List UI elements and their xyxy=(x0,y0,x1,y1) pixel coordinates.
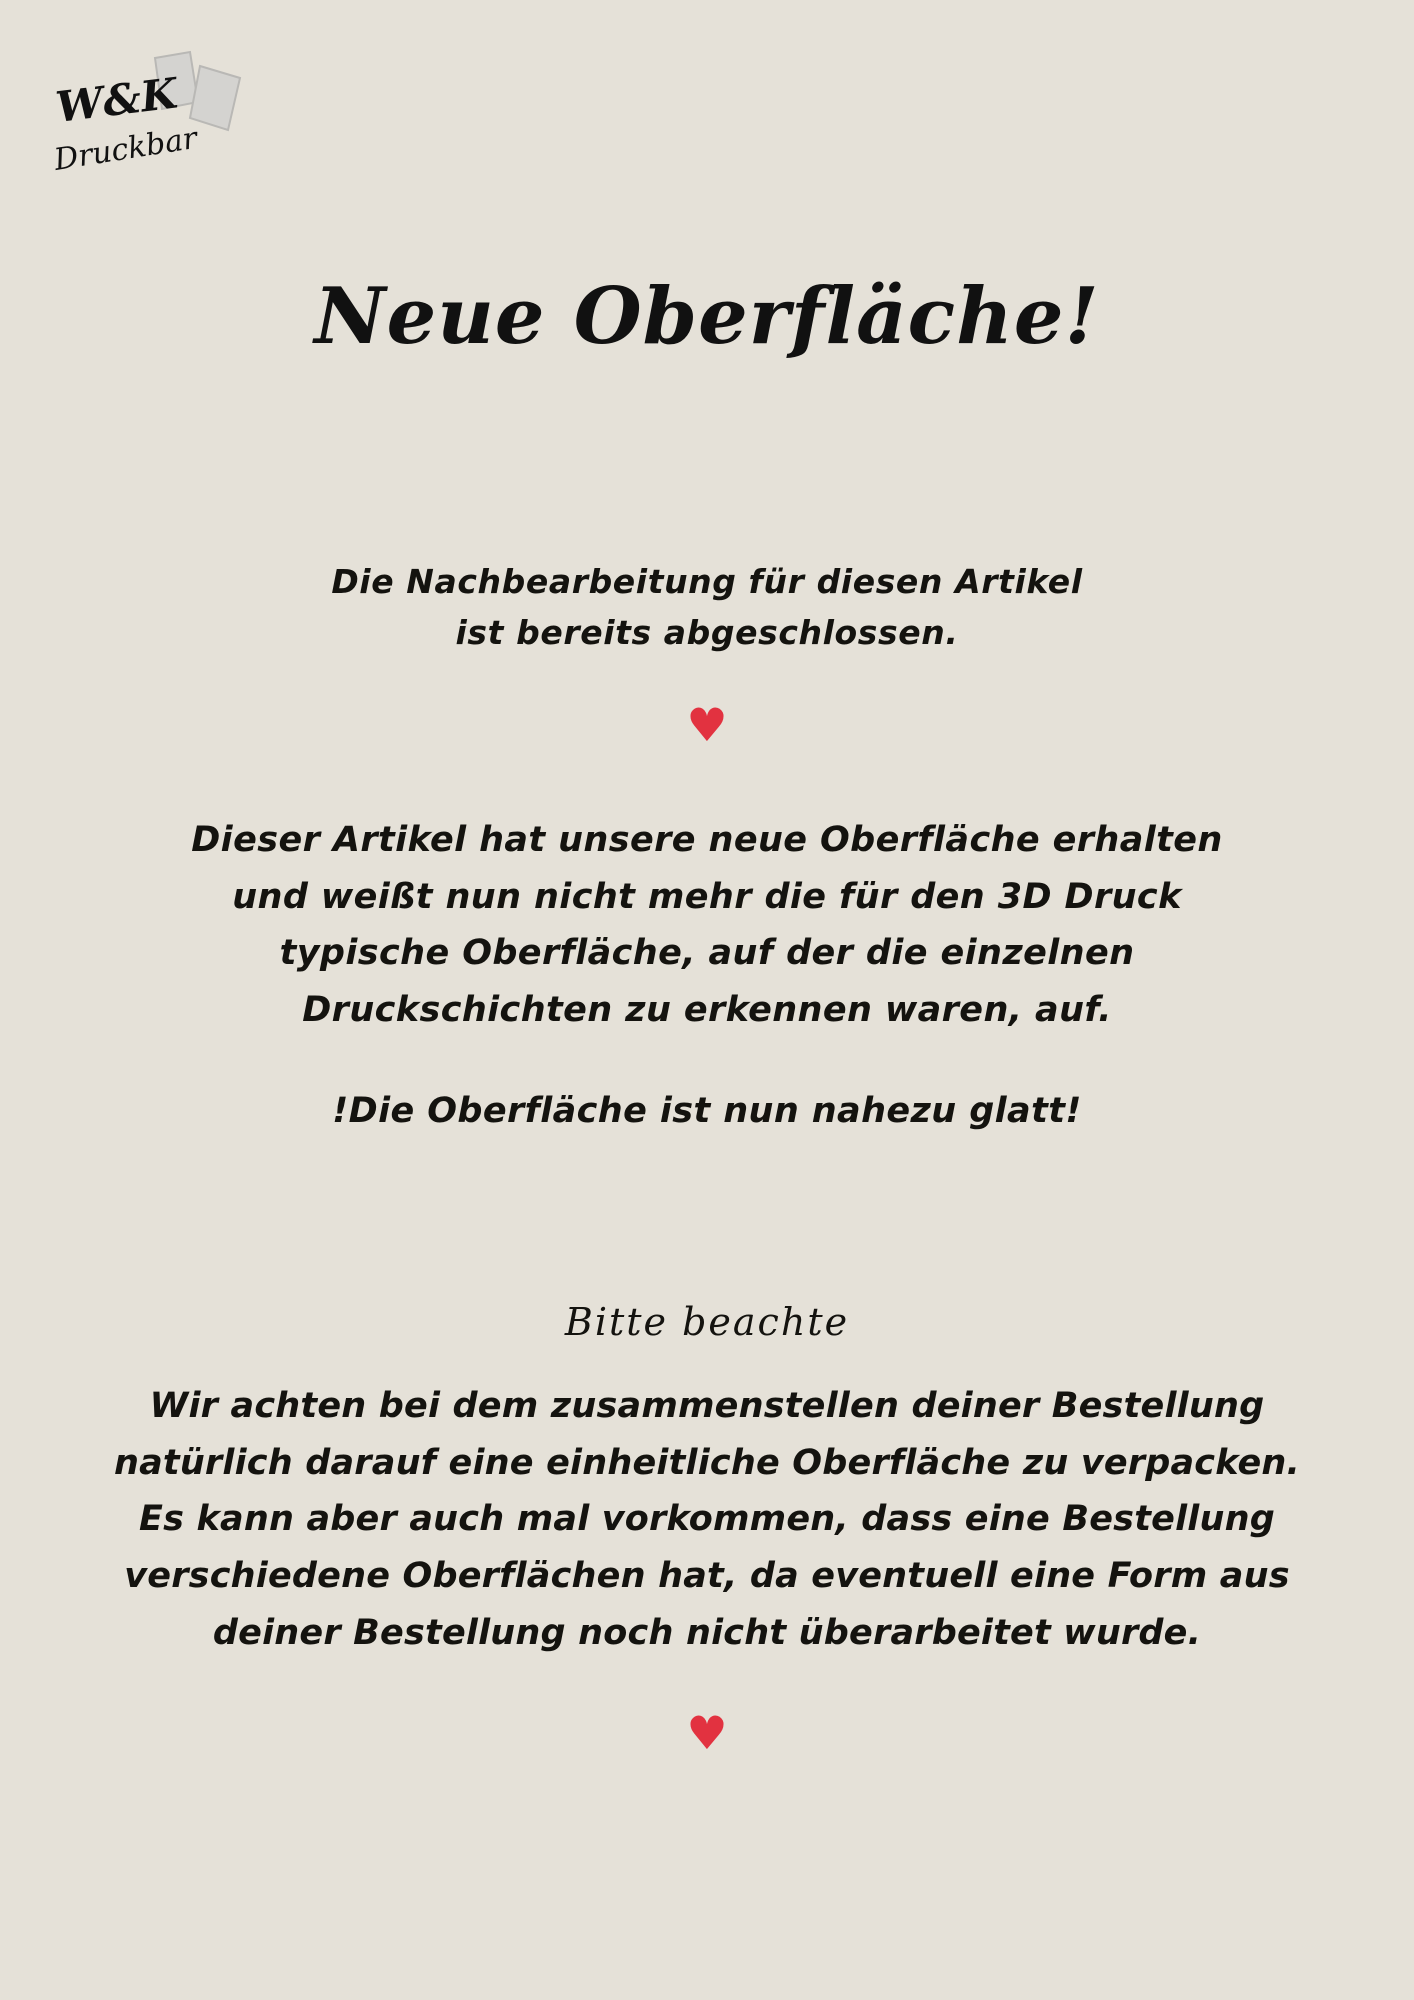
body-paragraph xyxy=(0,812,1414,1039)
note-line-3: Es kann aber auch mal vorkommen, dass eine Bestellung xyxy=(139,1499,1275,1540)
page-title: Neue Oberfläche! xyxy=(314,271,1100,362)
note-paragraph xyxy=(0,1378,1414,1661)
body-line-3: typische Oberfläche, auf der die einzelnen xyxy=(279,933,1135,974)
highlight-text: !Die Oberfläche ist nun nahezu glatt! xyxy=(332,1091,1082,1131)
note-line-4: verschiedene Oberflächen hat, da eventuell eine Form aus xyxy=(124,1556,1290,1597)
wk-druckbar-logo xyxy=(52,30,262,190)
note-line-2: natürlich darauf eine einheitliche Oberfläche zu verpacken. xyxy=(113,1442,1301,1483)
heart-icon: ♥ xyxy=(686,1706,728,1760)
note-heading: Bitte beachte xyxy=(564,1300,850,1344)
note-line-5: deiner Bestellung noch nicht überarbeitet wurde. xyxy=(212,1612,1202,1653)
heart-icon: ♥ xyxy=(686,698,728,752)
intro-paragraph xyxy=(0,556,1414,658)
body-line-4: Druckschichten zu erkennen waren, auf. xyxy=(302,990,1112,1031)
body-line-2: und weißt nun nicht mehr die für den 3D Druck xyxy=(232,876,1182,917)
svg-text:W&K: W&K xyxy=(53,68,180,132)
intro-line-1: Die Nachbearbeitung für diesen Artikel xyxy=(331,562,1083,601)
svg-text:Druckbar: Druckbar xyxy=(52,120,200,178)
intro-line-2: ist bereits abgeschlossen. xyxy=(455,613,959,653)
body-line-1: Dieser Artikel hat unsere neue Oberfläche erhalten xyxy=(191,820,1223,860)
note-line-1: Wir achten bei dem zusammenstellen deiner Bestellung xyxy=(149,1386,1265,1426)
